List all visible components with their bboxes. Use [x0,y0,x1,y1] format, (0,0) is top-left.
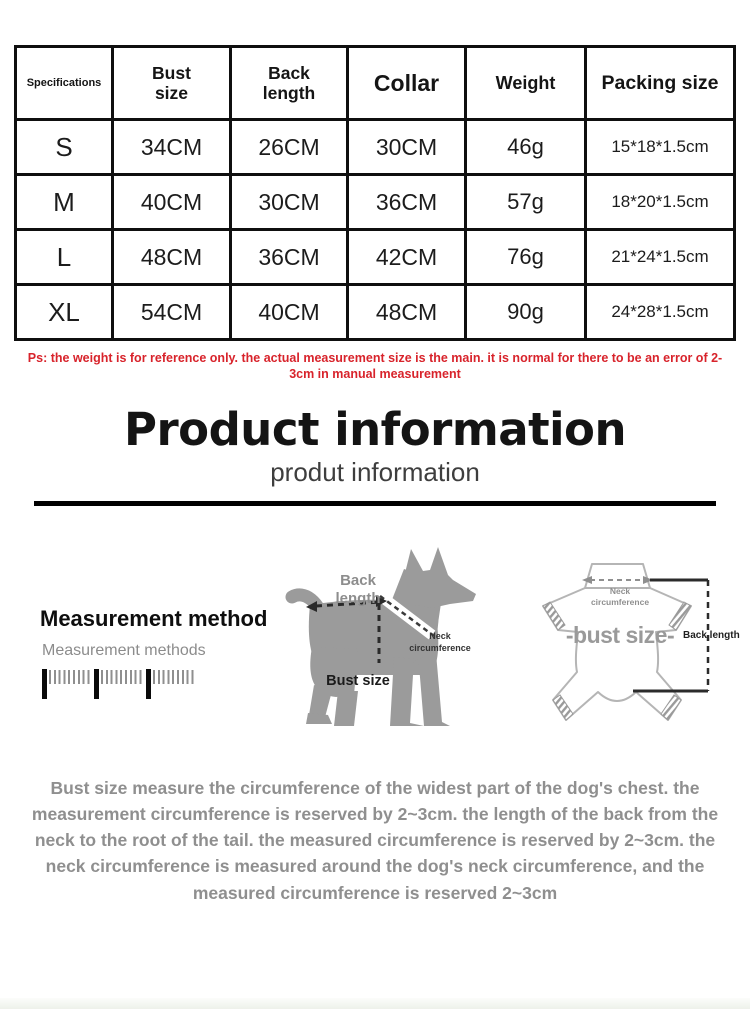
header-collar: Collar [348,47,466,120]
garment-cuffs [543,602,691,720]
header-back-length [231,47,348,120]
cell-weight: 57g [466,175,586,230]
ruler-major-tick [42,669,47,699]
cell-back: 36CM [231,230,348,285]
cell-packing: 18*20*1.5cm [586,175,735,230]
dog-hind-leg [334,691,358,726]
ruler-segment [94,669,146,699]
garment-back-length-label: Back length [683,629,740,641]
product-information-title: Product information [124,402,626,456]
measurement-description-text: Bust size measure the circumference of the widest part of the dog's chest. the measurement circumference is reserved by 2~3cm. the length of the back from the neck to the root of the tail. the measured circumference is reserved by 2~3cm. the neck circumference is measured around the dog's neck circumference, and the measured circumference is reserved 2~3cm [31,777,719,903]
header-back-length-label: Back length [262,62,316,103]
header-packing-size: Packing size [586,47,735,120]
cell-bust: 48CM [113,230,231,285]
cell-weight: 90g [466,285,586,340]
ruler-major-tick [94,669,99,699]
header-bust-size-label: Bust size [152,62,191,103]
dog-hind-paw [306,713,332,724]
ruler-icon [42,669,198,699]
cell-bust: 40CM [113,175,231,230]
size-row-s [16,120,735,175]
measurement-diagram-section [0,506,750,768]
garment-neck-circumference-label: Neck circumference [590,585,650,608]
garment-collar [585,564,650,588]
cell-collar: 42CM [348,230,466,285]
cell-size: S [16,120,113,175]
leg-cuff-left [553,695,573,720]
dog-front-leg [418,653,450,726]
cell-packing: 15*18*1.5cm [586,120,735,175]
dog-bust-size-label: Bust size [326,672,390,689]
product-detail-page [0,45,750,906]
cell-packing: 24*28*1.5cm [586,285,735,340]
dog-back-length-label: Back length [335,571,381,608]
ruler-minor-ticks [153,670,196,684]
cell-collar: 36CM [348,175,466,230]
cell-size: M [16,175,113,230]
product-information-subtitle: produt information [270,456,480,487]
header-specifications: Specifications [16,47,113,120]
size-row-m [16,175,735,230]
ruler-segment [42,669,94,699]
weight-reference-note: Ps: the weight is for reference only. the actual measurement size is the main. it is normal for there to be an error of 2-3cm in manual measurement [27,351,723,382]
cell-weight: 76g [466,230,586,285]
size-table [14,45,736,341]
ruler-minor-ticks [49,670,92,684]
size-row-l [16,230,735,285]
dog-neck-circumference-label: Neck circumference [409,630,471,653]
header-weight: Weight [466,47,586,120]
ruler-minor-ticks [101,670,144,684]
cell-back: 26CM [231,120,348,175]
cell-weight: 46g [466,120,586,175]
size-row-xl [16,285,735,340]
size-table-header-row [16,47,735,120]
cell-size: XL [16,285,113,340]
cell-collar: 30CM [348,120,466,175]
header-bust-size [113,47,231,120]
cell-packing: 21*24*1.5cm [586,230,735,285]
next-section-edge [0,998,750,1009]
cell-bust: 54CM [113,285,231,340]
measurement-method-heading: Measurement method [40,605,268,631]
cell-bust: 34CM [113,120,231,175]
cell-collar: 48CM [348,285,466,340]
cell-back: 40CM [231,285,348,340]
dog-head [404,547,476,608]
cell-size: L [16,230,113,285]
measurement-methods-subheading: Measurement methods [42,641,206,659]
leg-cuff-right [661,695,681,720]
ruler-major-tick [146,669,151,699]
ruler-segment [146,669,198,699]
cell-back: 30CM [231,175,348,230]
garment-bust-size-label: -bust size- [565,621,675,648]
